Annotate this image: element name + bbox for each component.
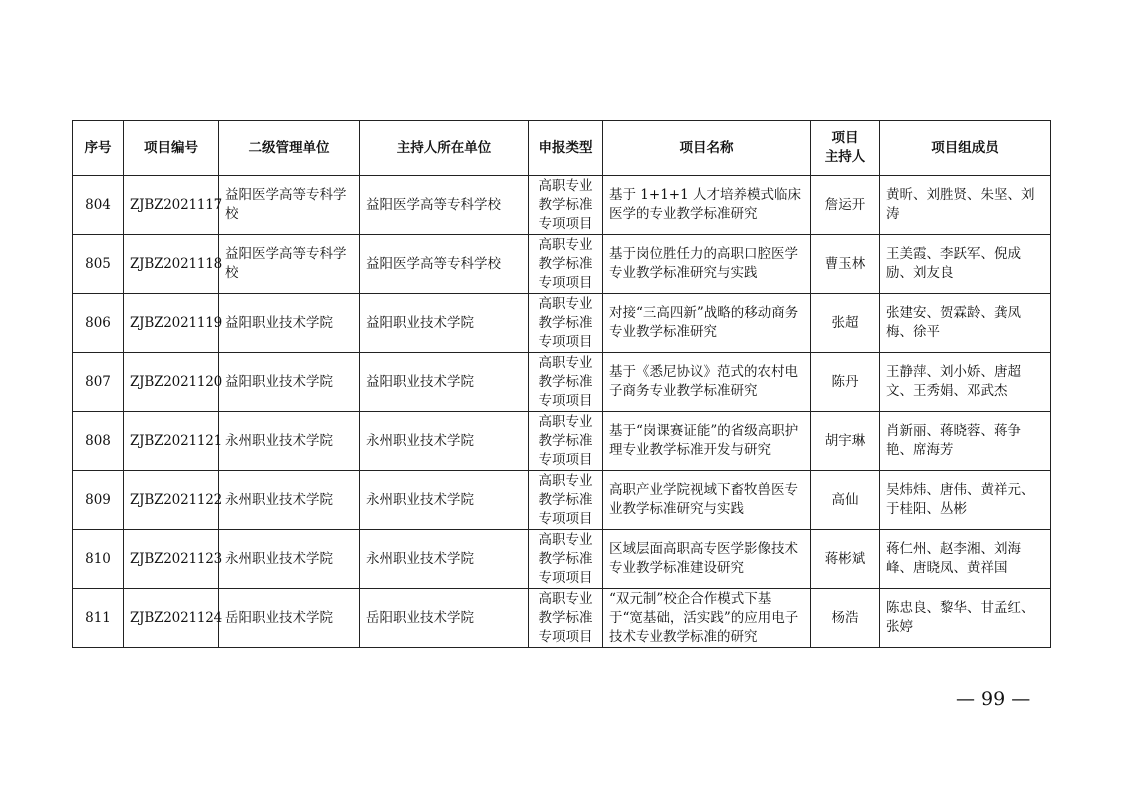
cell-no: 805 [73, 235, 124, 294]
cell-name: 高职产业学院视域下畜牧兽医专业教学标准研究与实践 [603, 471, 811, 530]
header-host: 项目 主持人 [811, 121, 880, 176]
cell-members: 王美霞、李跃军、倪成励、刘友良 [880, 235, 1051, 294]
cell-name: “双元制”校企合作模式下基于“宽基础，活实践”的应用电子技术专业教学标准的研究 [603, 589, 811, 648]
cell-code: ZJBZ2021117 [124, 176, 219, 235]
cell-code: ZJBZ2021119 [124, 294, 219, 353]
cell-unit: 永州职业技术学院 [219, 412, 360, 471]
cell-type: 高职专业 教学标准 专项项目 [529, 530, 603, 589]
cell-name: 区域层面高职高专医学影像技术专业教学标准建设研究 [603, 530, 811, 589]
cell-unit: 永州职业技术学院 [219, 471, 360, 530]
cell-members: 吴炜炜、唐伟、黄祥元、于桂阳、丛彬 [880, 471, 1051, 530]
cell-host-unit: 益阳医学高等专科学校 [360, 176, 529, 235]
cell-host-unit: 益阳职业技术学院 [360, 353, 529, 412]
table-row [73, 294, 1051, 353]
cell-host: 蒋彬斌 [811, 530, 880, 589]
cell-no: 804 [73, 176, 124, 235]
table-row [73, 471, 1051, 530]
cell-type: 高职专业 教学标准 专项项目 [529, 294, 603, 353]
header-host-unit: 主持人所在单位 [360, 121, 529, 176]
header-no: 序号 [73, 121, 124, 176]
cell-type: 高职专业 教学标准 专项项目 [529, 471, 603, 530]
cell-host-unit: 益阳职业技术学院 [360, 294, 529, 353]
cell-name: 基于岗位胜任力的高职口腔医学专业教学标准研究与实践 [603, 235, 811, 294]
cell-host-unit: 永州职业技术学院 [360, 530, 529, 589]
cell-type: 高职专业 教学标准 专项项目 [529, 412, 603, 471]
cell-name: 对接“三高四新”战略的移动商务专业教学标准研究 [603, 294, 811, 353]
cell-unit: 永州职业技术学院 [219, 530, 360, 589]
cell-members: 蒋仁州、赵李湘、刘海峰、唐晓凤、黄祥国 [880, 530, 1051, 589]
cell-no: 807 [73, 353, 124, 412]
cell-unit: 岳阳职业技术学院 [219, 589, 360, 648]
cell-code: ZJBZ2021124 [124, 589, 219, 648]
cell-no: 808 [73, 412, 124, 471]
cell-code: ZJBZ2021118 [124, 235, 219, 294]
table-row [73, 530, 1051, 589]
header-name: 项目名称 [603, 121, 811, 176]
cell-unit: 益阳医学高等专科学校 [219, 176, 360, 235]
cell-host: 詹运开 [811, 176, 880, 235]
header-code: 项目编号 [124, 121, 219, 176]
cell-code: ZJBZ2021122 [124, 471, 219, 530]
cell-type: 高职专业 教学标准 专项项目 [529, 235, 603, 294]
cell-members: 肖新丽、蒋晓蓉、蒋争艳、席海芳 [880, 412, 1051, 471]
cell-members: 张建安、贺霖龄、龚凤梅、徐平 [880, 294, 1051, 353]
cell-host: 胡宇琳 [811, 412, 880, 471]
cell-name: 基于“岗课赛证能”的省级高职护理专业教学标准开发与研究 [603, 412, 811, 471]
cell-host-unit: 永州职业技术学院 [360, 412, 529, 471]
cell-unit: 益阳职业技术学院 [219, 294, 360, 353]
cell-members: 黄昕、刘胜贤、朱坚、刘涛 [880, 176, 1051, 235]
table-row [73, 412, 1051, 471]
cell-host-unit: 益阳医学高等专科学校 [360, 235, 529, 294]
cell-host-unit: 岳阳职业技术学院 [360, 589, 529, 648]
table-row [73, 589, 1051, 648]
cell-code: ZJBZ2021120 [124, 353, 219, 412]
header-type: 申报类型 [529, 121, 603, 176]
table-row [73, 235, 1051, 294]
cell-members: 王静萍、刘小娇、唐超文、王秀娟、邓武杰 [880, 353, 1051, 412]
cell-type: 高职专业 教学标准 专项项目 [529, 353, 603, 412]
cell-host: 张超 [811, 294, 880, 353]
cell-host: 曹玉林 [811, 235, 880, 294]
cell-members: 陈忠良、黎华、甘孟红、张婷 [880, 589, 1051, 648]
cell-name: 基于《悉尼协议》范式的农村电子商务专业教学标准研究 [603, 353, 811, 412]
cell-type: 高职专业 教学标准 专项项目 [529, 176, 603, 235]
cell-unit: 益阳职业技术学院 [219, 353, 360, 412]
cell-no: 810 [73, 530, 124, 589]
cell-type: 高职专业 教学标准 专项项目 [529, 589, 603, 648]
cell-name: 基于 1+1+1 人才培养模式临床医学的专业教学标准研究 [603, 176, 811, 235]
cell-code: ZJBZ2021123 [124, 530, 219, 589]
cell-code: ZJBZ2021121 [124, 412, 219, 471]
cell-host-unit: 永州职业技术学院 [360, 471, 529, 530]
cell-host: 杨浩 [811, 589, 880, 648]
header-row [73, 121, 1051, 176]
cell-host: 高仙 [811, 471, 880, 530]
table-row [73, 353, 1051, 412]
header-unit: 二级管理单位 [219, 121, 360, 176]
cell-no: 806 [73, 294, 124, 353]
cell-no: 809 [73, 471, 124, 530]
cell-no: 811 [73, 589, 124, 648]
table-row [73, 176, 1051, 235]
header-members: 项目组成员 [880, 121, 1051, 176]
cell-host: 陈丹 [811, 353, 880, 412]
page-number: — 99 — [956, 688, 1031, 710]
cell-unit: 益阳医学高等专科学校 [219, 235, 360, 294]
project-table [72, 120, 1051, 648]
